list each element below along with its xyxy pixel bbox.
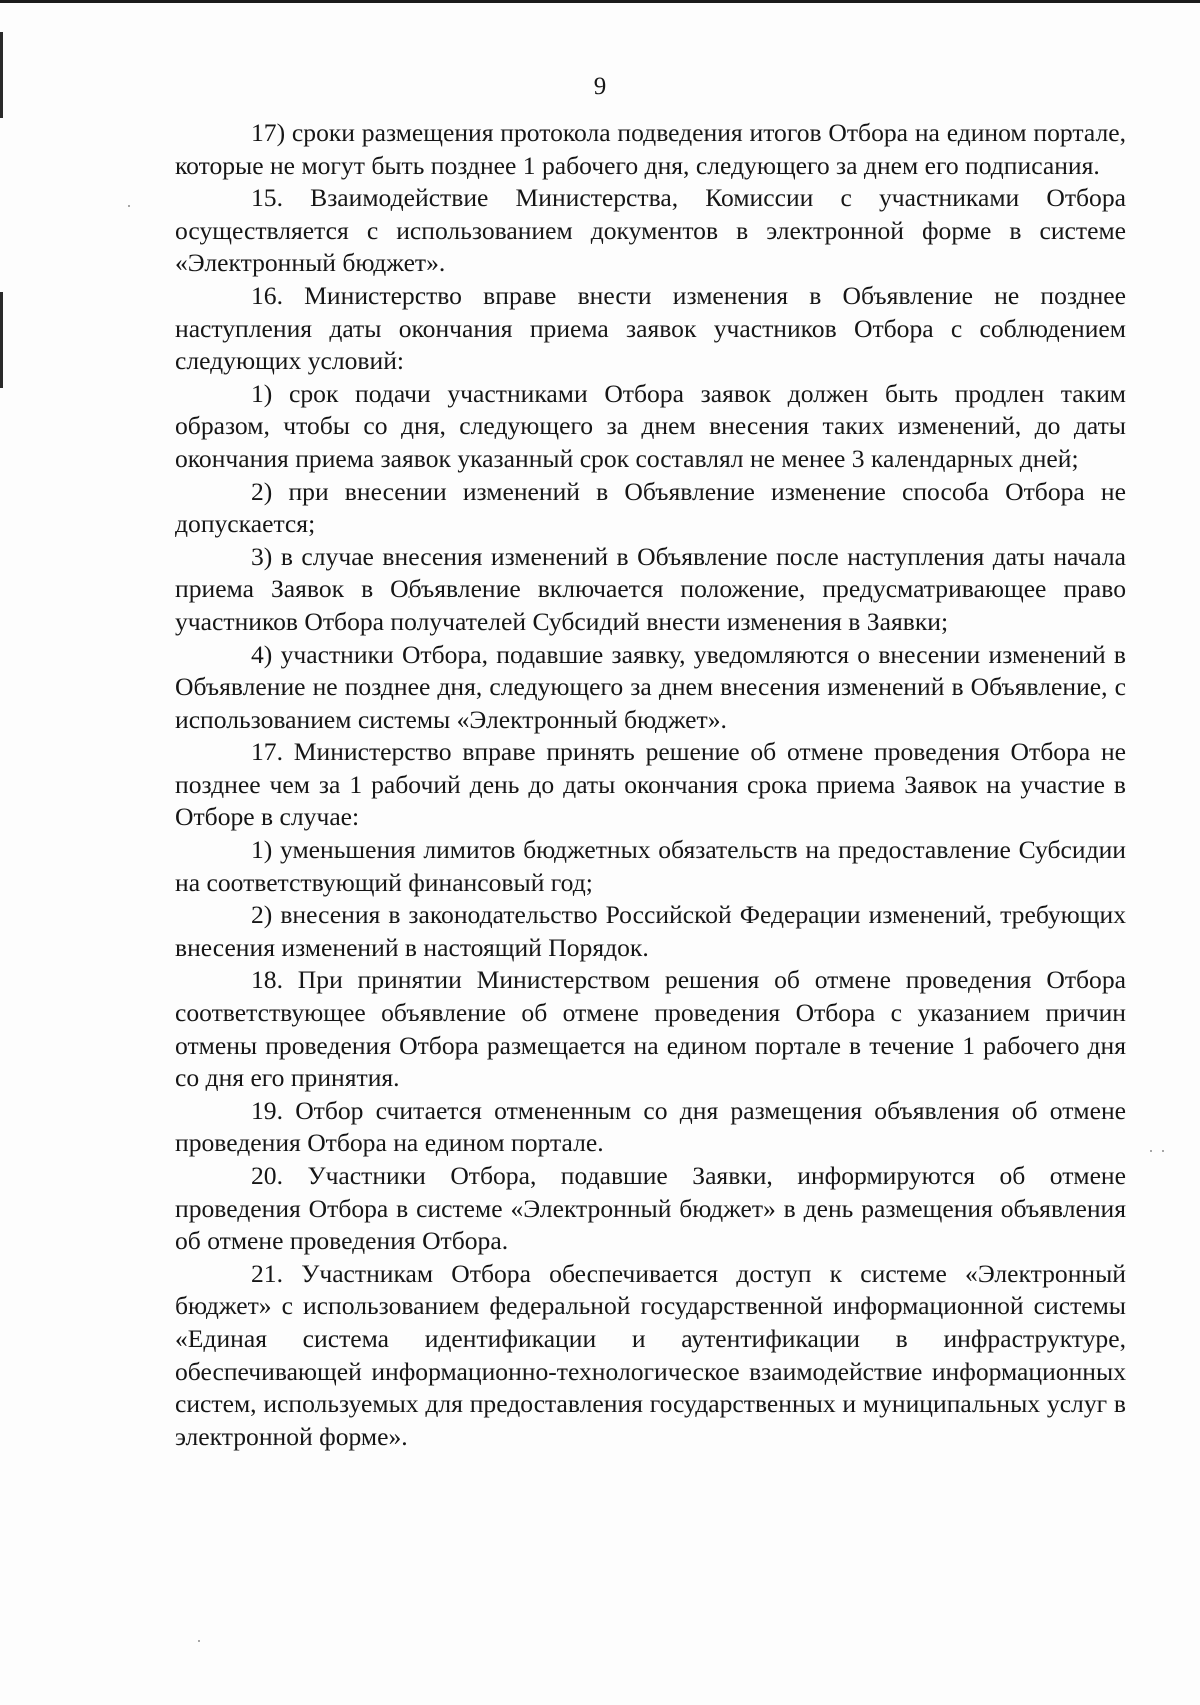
paragraph: 15. Взаимодействие Министерства, Комиссии с участниками Отбора осуществляется с использованием документов в электронной форме в системе «Электронный бюджет». (175, 183, 1126, 278)
scan-speck (1150, 1150, 1152, 1152)
document-body (175, 117, 1126, 1453)
scan-speck (198, 1640, 200, 1642)
paragraph: 17. Министерство вправе принять решение об отмене проведения Отбора не позднее чем за 1 рабочий день до даты окончания срока приема Заявок на участие в Отборе в случае: (175, 737, 1126, 832)
scan-left-edge-mark (0, 292, 3, 388)
paragraph: 20. Участники Отбора, подавшие Заявки, информируются об отмене проведения Отбора в системе «Электронный бюджет» в день размещения объявления об отмене проведения Отбора. (175, 1161, 1126, 1256)
paragraph: 1) срок подачи участниками Отбора заявок должен быть продлен таким образом, чтобы со дня, следующего за днем внесения таких изменений, до даты окончания приема заявок указанный срок составлял не менее 3 календарных дней; (175, 378, 1126, 473)
paragraph: 2) внесения в законодательство Российской Федерации изменений, требующих внесения изменений в настоящий Порядок. (175, 900, 1126, 962)
paragraph: 2) при внесении изменений в Объявление изменение способа Отбора не допускается; (175, 476, 1126, 539)
paragraph: 19. Отбор считается отмененным со дня размещения объявления об отмене проведения Отбора на едином портале. (175, 1095, 1126, 1158)
paragraph: 1) уменьшения лимитов бюджетных обязательств на предоставление Субсидии на соответствующий финансовый год; (175, 835, 1126, 897)
paragraph: 3) в случае внесения изменений в Объявление после наступления даты начала приема Заявок в Объявление включается положение, предусматривающее право участников Отбора получателей Субсидий внести изменения в Заявки; (175, 541, 1126, 636)
page-number: 9 (593, 73, 607, 100)
paragraph: 4) участники Отбора, подавшие заявку, уведомляются о внесении изменений в Объявление не позднее дня, следующего за днем внесения изменений в Объявление, с использованием системы «Электронный бюджет». (175, 639, 1126, 734)
paragraph: 21. Участникам Отбора обеспечивается доступ к системе «Электронный бюджет» с использованием федеральной государственной информационной системы «Единая система идентификации и аутентификации в инфраструктуре, обеспечивающей информационно-технологическое взаимодействие информационных систем, используемых для предоставления государственных и муниципальных услуг в электронной форме». (175, 1258, 1126, 1451)
scan-speck (128, 205, 130, 207)
scan-top-edge (0, 0, 1200, 3)
paragraph: 16. Министерство вправе внести изменения в Объявление не позднее наступления даты окончания приема заявок участников Отбора с соблюдением следующих условий: (175, 280, 1126, 376)
scan-speck (1162, 1150, 1164, 1152)
paragraph: 18. При принятии Министерством решения об отмене проведения Отбора соответствующее объявление об отмене проведения Отбора с указанием причин отмены проведения Отбора размещается на едином портале в течение 1 рабочего дня со дня его принятия. (175, 965, 1126, 1093)
paragraph: 17) сроки размещения протокола подведения итогов Отбора на едином портале, которые не могут быть позднее 1 рабочего дня, следующего за днем его подписания. (175, 118, 1126, 180)
